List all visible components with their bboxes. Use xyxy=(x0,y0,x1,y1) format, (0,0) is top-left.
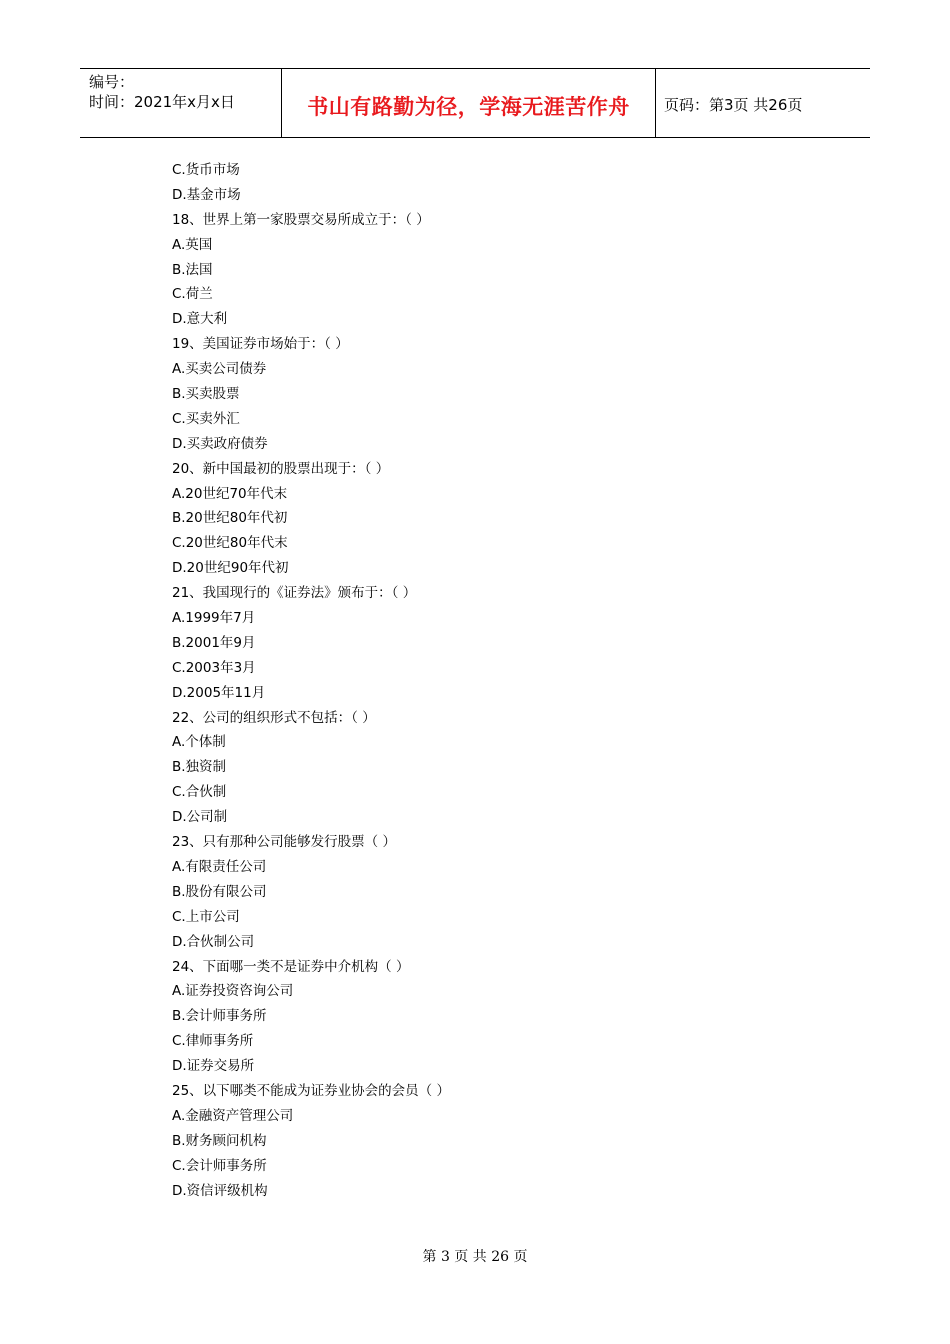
motto: 书山有路勤为径，学海无涯苦作舟 xyxy=(307,95,630,119)
answer-option: C.律师事务所 xyxy=(172,1033,254,1050)
answer-option: B.独资制 xyxy=(172,759,227,776)
answer-option: C.2003年3月 xyxy=(172,659,256,676)
answer-option: D.证券交易所 xyxy=(172,1058,255,1075)
question-text: 18、世界上第一家股票交易所成立于：（ ） xyxy=(172,211,430,228)
answer-option: A.1999年7月 xyxy=(172,610,256,627)
answer-option: D.20世纪90年代初 xyxy=(172,560,289,577)
answer-option: B.20世纪80年代初 xyxy=(172,510,288,527)
answer-option: A.20世纪70年代末 xyxy=(172,485,288,502)
header-motto-cell xyxy=(281,69,656,137)
answer-option: C.荷兰 xyxy=(172,286,213,303)
question-text: 22、公司的组织形式不包括：（ ） xyxy=(172,709,376,726)
answer-option: B.会计师事务所 xyxy=(172,1008,267,1025)
answer-option: A.买卖公司债券 xyxy=(172,361,267,378)
answer-option: D.2005年11月 xyxy=(172,684,266,701)
answer-option: D.买卖政府债券 xyxy=(172,435,268,452)
date-label: 时间：2021年x月x日 xyxy=(89,93,235,111)
header-page-cell xyxy=(655,69,870,137)
header-meta xyxy=(80,69,280,137)
answer-option: C.上市公司 xyxy=(172,908,240,925)
answer-option: A.有限责任公司 xyxy=(172,858,267,875)
question-text: 20、新中国最初的股票出现于：（ ） xyxy=(172,460,390,477)
answer-option: A.金融资产管理公司 xyxy=(172,1107,294,1124)
answer-option: D.意大利 xyxy=(172,311,228,328)
answer-option: D.公司制 xyxy=(172,809,228,826)
answer-option: C.20世纪80年代末 xyxy=(172,535,288,552)
answer-option: B.股份有限公司 xyxy=(172,883,267,900)
answer-option: D.资信评级机构 xyxy=(172,1182,268,1199)
answer-option: C.买卖外汇 xyxy=(172,410,240,427)
question-text: 21、我国现行的《证券法》颁布于：（ ） xyxy=(172,585,417,602)
question-text: 25、以下哪类不能成为证券业协会的会员（ ） xyxy=(172,1082,450,1099)
answer-option: C.会计师事务所 xyxy=(172,1157,267,1174)
page-footer: 第 3 页 共 26 页 xyxy=(422,1249,528,1265)
question-text: 24、下面哪一类不是证券中介机构（ ） xyxy=(172,958,410,975)
question-list xyxy=(172,158,450,1203)
answer-option: B.买卖股票 xyxy=(172,386,240,403)
answer-option: A.英国 xyxy=(172,236,213,253)
answer-option: D.基金市场 xyxy=(172,186,241,203)
answer-option: A.个体制 xyxy=(172,734,226,751)
answer-option: C.合伙制 xyxy=(172,784,227,801)
answer-option: A.证券投资咨询公司 xyxy=(172,983,294,1000)
answer-option: B.财务顾问机构 xyxy=(172,1132,267,1149)
question-text: 19、美国证券市场始于：（ ） xyxy=(172,336,349,353)
answer-option: B.2001年9月 xyxy=(172,634,256,651)
question-text: 23、只有那种公司能够发行股票（ ） xyxy=(172,834,396,851)
page-info: 页码：第3页 共26页 xyxy=(664,96,803,114)
page-header xyxy=(80,68,870,138)
answer-option: B.法国 xyxy=(172,261,213,278)
answer-option: D.合伙制公司 xyxy=(172,933,255,950)
number-label: 编号： xyxy=(89,73,135,91)
answer-option: C.货币市场 xyxy=(172,162,240,178)
